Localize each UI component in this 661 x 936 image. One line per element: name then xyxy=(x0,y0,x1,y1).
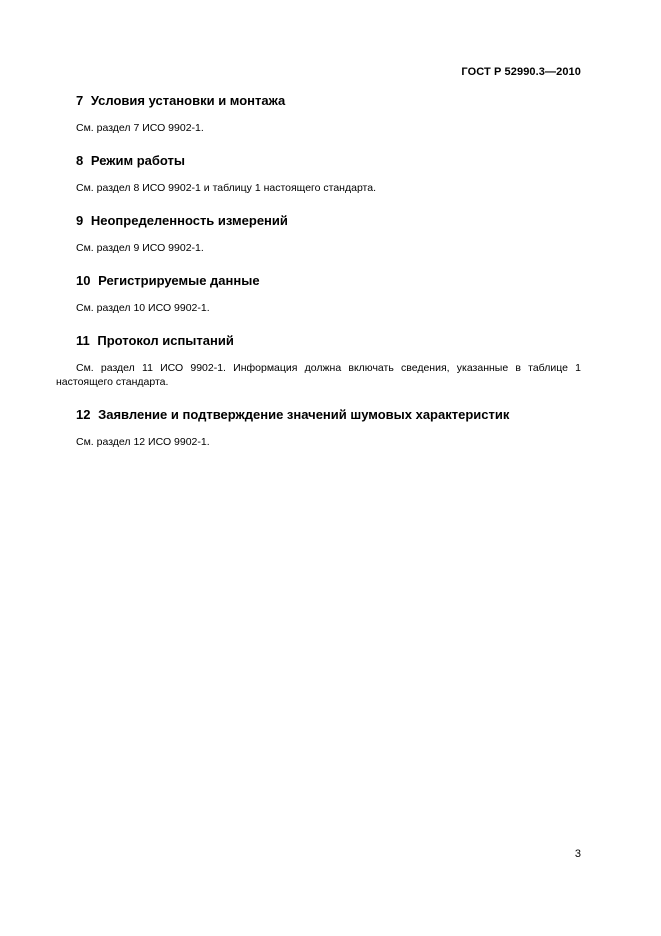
document-id: ГОСТ Р 52990.3—2010 xyxy=(461,66,581,78)
section-heading xyxy=(76,213,581,229)
section-10 xyxy=(56,273,581,315)
section-text: См. раздел 7 ИСО 9902-1. xyxy=(76,122,204,134)
section-title: Протокол испытаний xyxy=(97,333,234,348)
section-text: См. раздел 12 ИСО 9902-1. xyxy=(76,436,210,448)
section-number: 8 xyxy=(76,153,84,168)
section-title: Заявление и подтверждение значений шумовых характеристик xyxy=(98,407,510,422)
section-8 xyxy=(56,153,581,195)
page-number: 3 xyxy=(574,848,581,860)
section-text: См. раздел 10 ИСО 9902-1. xyxy=(76,302,210,314)
section-number: 9 xyxy=(76,213,84,228)
section-9 xyxy=(56,213,581,255)
section-number: 7 xyxy=(76,93,84,108)
section-title: Условия установки и монтажа xyxy=(90,93,286,108)
section-heading xyxy=(76,407,581,423)
section-heading xyxy=(76,333,581,349)
section-heading xyxy=(76,273,581,289)
section-heading xyxy=(76,153,581,169)
section-number: 12 xyxy=(76,407,91,422)
section-title: Неопределенность измерений xyxy=(90,213,288,228)
section-title: Режим работы xyxy=(90,153,185,168)
section-title: Регистрируемые данные xyxy=(98,273,260,288)
section-12 xyxy=(56,407,581,449)
section-heading xyxy=(76,93,581,109)
document-body xyxy=(56,93,581,449)
section-text: См. раздел 9 ИСО 9902-1. xyxy=(76,242,204,254)
section-number: 11 xyxy=(76,333,90,348)
section-7 xyxy=(56,93,581,135)
section-text: См. раздел 11 ИСО 9902-1. Информация должна включать сведения, указанные в таблице 1 настоящего стандарта. xyxy=(56,362,581,388)
section-text: См. раздел 8 ИСО 9902-1 и таблицу 1 настоящего стандарта. xyxy=(76,182,377,194)
section-11 xyxy=(56,333,581,389)
section-number: 10 xyxy=(76,273,91,288)
